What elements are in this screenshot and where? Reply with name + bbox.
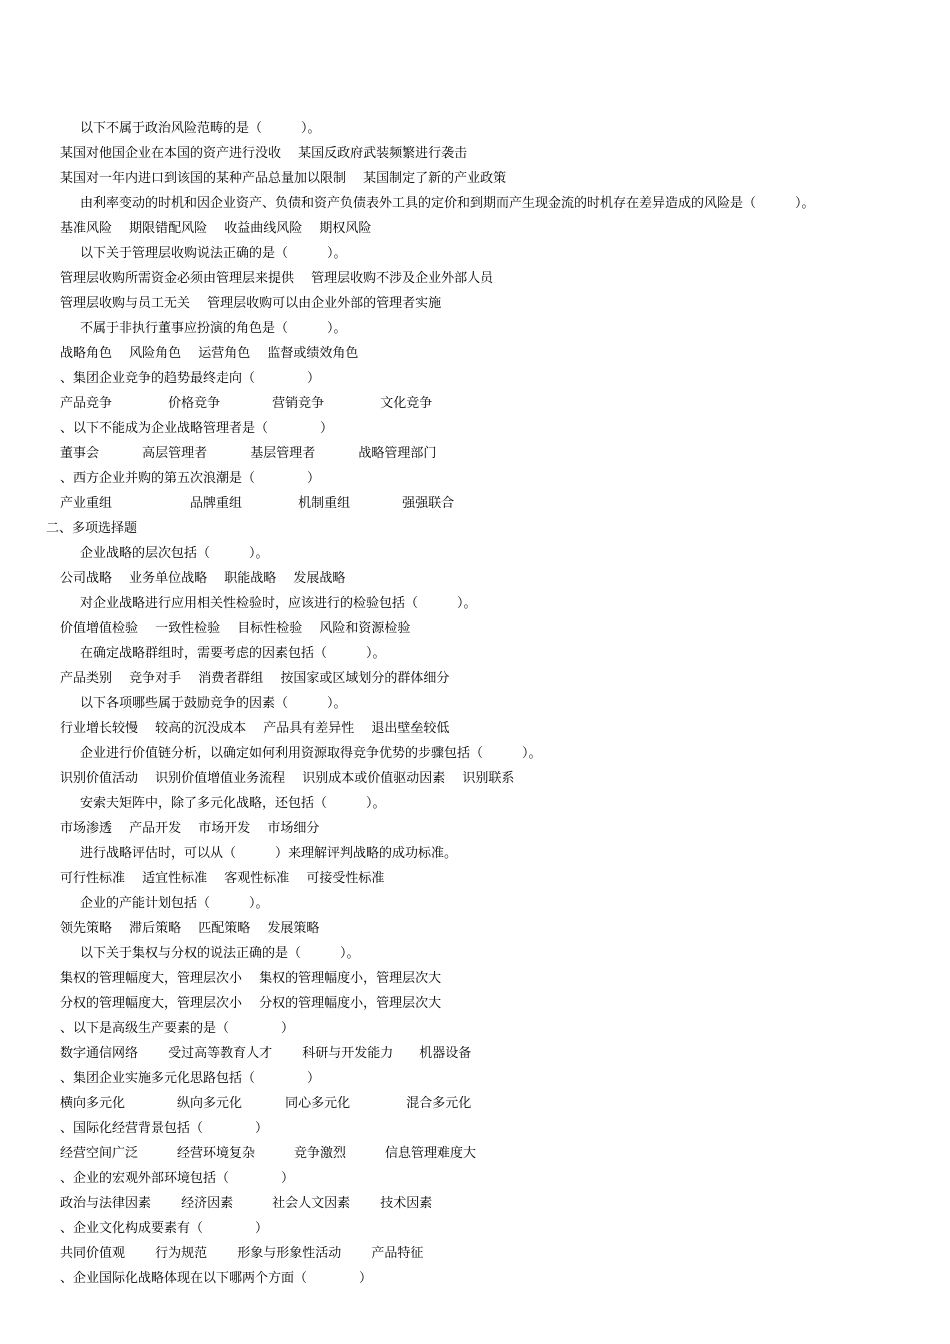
options-2-7: 可行性标准 适宜性标准 客观性标准 可接受性标准 <box>60 871 385 886</box>
question-2-4: 以下各项哪些属于鼓励竞争的因素（ ）。 <box>80 696 347 711</box>
options-2-14: 共同价值观 行为规范 形象与形象性活动 产品特征 <box>60 1246 424 1261</box>
options-1-3b: 管理层收购与员工无关 管理层收购可以由企业外部的管理者实施 <box>60 296 442 311</box>
question-2-12: 、国际化经营背景包括（ ） <box>60 1121 269 1136</box>
options-2-2: 价值增值检验 一致性检验 目标性检验 风险和资源检验 <box>60 621 411 636</box>
options-1-5: 产品竞争 价格竞争 营销竞争 文化竞争 <box>60 396 433 411</box>
question-2-3: 在确定战略群组时，需要考虑的因素包括（ ）。 <box>80 646 386 661</box>
options-2-3: 产品类别 竞争对手 消费者群组 按国家或区域划分的群体细分 <box>60 671 450 686</box>
options-2-9a: 集权的管理幅度大，管理层次小 集权的管理幅度小，管理层次大 <box>60 971 442 986</box>
options-2-5: 识别价值活动 识别价值增值业务流程 识别成本或价值驱动因素 识别联系 <box>60 771 515 786</box>
question-2-13: 、企业的宏观外部环境包括（ ） <box>60 1171 295 1186</box>
question-1-4: 不属于非执行董事应扮演的角色是（ ）。 <box>80 321 347 336</box>
question-1-2: 由利率变动的时机和因企业资产、负债和资产负债表外工具的定价和到期而产生现金流的时机存在差异造成的风险是（ ）。 <box>80 196 815 211</box>
question-1-1: 以下不属于政治风险范畴的是（ ）。 <box>80 121 321 136</box>
question-2-8: 企业的产能计划包括（ ）。 <box>80 896 269 911</box>
options-1-4: 战略角色 风险角色 运营角色 监督或绩效角色 <box>60 346 359 361</box>
question-2-7: 进行战略评估时，可以从（ ）来理解评判战略的成功标准。 <box>80 846 458 861</box>
options-1-1a: 某国对他国企业在本国的资产进行没收 某国反政府武装频繁进行袭击 <box>60 146 468 161</box>
question-1-5: 、集团企业竞争的趋势最终走向（ ） <box>60 371 321 386</box>
question-1-7: 、西方企业并购的第五次浪潮是（ ） <box>60 471 321 486</box>
options-2-4: 行业增长较慢 较高的沉没成本 产品具有差异性 退出壁垒较低 <box>60 721 450 736</box>
options-2-1: 公司战略 业务单位战略 职能战略 发展战略 <box>60 571 346 586</box>
question-2-14: 、企业文化构成要素有（ ） <box>60 1221 269 1236</box>
options-1-7: 产业重组 品牌重组 机制重组 强强联合 <box>60 496 455 511</box>
question-2-15: 、企业国际化战略体现在以下哪两个方面（ ） <box>60 1271 373 1286</box>
options-2-9b: 分权的管理幅度大，管理层次小 分权的管理幅度小，管理层次大 <box>60 996 442 1011</box>
options-2-11: 横向多元化 纵向多元化 同心多元化 混合多元化 <box>60 1096 472 1111</box>
question-2-5: 企业进行价值链分析，以确定如何利用资源取得竞争优势的步骤包括（ ）。 <box>80 746 542 761</box>
question-2-11: 、集团企业实施多元化思路包括（ ） <box>60 1071 321 1086</box>
question-2-1: 企业战略的层次包括（ ）。 <box>80 546 269 561</box>
question-2-2: 对企业战略进行应用相关性检验时，应该进行的检验包括（ ）。 <box>80 596 477 611</box>
options-1-6: 董事会 高层管理者 基层管理者 战略管理部门 <box>60 446 437 461</box>
question-1-3: 以下关于管理层收购说法正确的是（ ）。 <box>80 246 347 261</box>
question-2-9: 以下关于集权与分权的说法正确的是（ ）。 <box>80 946 360 961</box>
options-2-13: 政治与法律因素 经济因素 社会人文因素 技术因素 <box>60 1196 433 1211</box>
options-2-10: 数字通信网络 受过高等教育人才 科研与开发能力 机器设备 <box>60 1046 472 1061</box>
question-2-6: 安索夫矩阵中，除了多元化战略，还包括（ ）。 <box>80 796 386 811</box>
section-heading: 二、多项选择题 <box>46 521 138 536</box>
options-1-2: 基准风险 期限错配风险 收益曲线风险 期权风险 <box>60 221 372 236</box>
options-2-12: 经营空间广泛 经营环境复杂 竞争激烈 信息管理难度大 <box>60 1146 477 1161</box>
options-1-3a: 管理层收购所需资金必须由管理层来提供 管理层收购不涉及企业外部人员 <box>60 271 494 286</box>
question-1-6: 、以下不能成为企业战略管理者是（ ） <box>60 421 334 436</box>
options-2-6: 市场渗透 产品开发 市场开发 市场细分 <box>60 821 320 836</box>
options-1-1b: 某国对一年内进口到该国的某种产品总量加以限制 某国制定了新的产业政策 <box>60 171 507 186</box>
options-2-8: 领先策略 滞后策略 匹配策略 发展策略 <box>60 921 320 936</box>
question-2-10: 、以下是高级生产要素的是（ ） <box>60 1021 295 1036</box>
